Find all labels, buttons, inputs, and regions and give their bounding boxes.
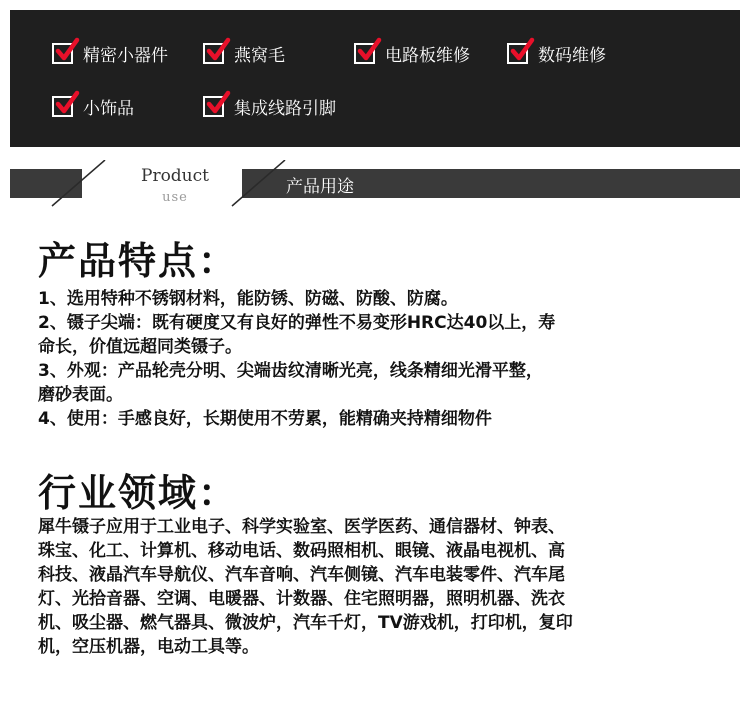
usage-item-label: 小饰品 <box>83 98 134 119</box>
features-line: 4、使用：手感良好，长期使用不劳累，能精确夹持精细物件 <box>38 409 492 429</box>
checkbox-checked-icon <box>52 43 73 64</box>
features-text <box>38 287 718 431</box>
features-line: 2、镊子尖端：既有硬度又有良好的弹性不易变形HRC达40以上，寿 <box>38 313 556 333</box>
industry-line: 机、吸尘器、燃气器具、微波炉，汽车千灯，TV游戏机，打印机，复印 <box>38 613 573 633</box>
section-title-cn: 产品用途 <box>286 177 354 197</box>
features-heading: 产品特点： <box>38 239 239 283</box>
industry-line: 灯、光拾音器、空调、电暖器、计数器、住宅照明器，照明机器、洗衣 <box>38 589 565 609</box>
usage-item <box>203 40 285 66</box>
usage-item <box>52 93 134 119</box>
section-title-en: Product <box>141 166 209 186</box>
industry-line: 机，空压机器，电动工具等。 <box>38 637 259 657</box>
section-subtitle-en: use <box>162 190 188 205</box>
features-line: 命长，价值远超同类镊子。 <box>38 337 242 357</box>
usage-item-label: 精密小器件 <box>83 45 168 66</box>
industry-line: 科技、液晶汽车导航仪、汽车音响、汽车侧镜、汽车电装零件、汽车尾 <box>38 565 565 585</box>
industry-line: 犀牛镊子应用于工业电子、科学实验室、医学医药、通信器材、钟表、 <box>38 517 565 537</box>
industry-text <box>38 515 718 659</box>
checkbox-checked-icon <box>52 96 73 117</box>
usage-item-label: 集成线路引脚 <box>234 98 336 119</box>
features-line: 磨砂表面。 <box>38 385 123 405</box>
usage-item-label: 数码维修 <box>538 45 606 66</box>
industry-heading: 行业领域： <box>38 471 239 515</box>
checkbox-checked-icon <box>354 43 375 64</box>
checkbox-checked-icon <box>507 43 528 64</box>
usage-item <box>52 40 168 66</box>
usage-item-label: 燕窝毛 <box>234 45 285 66</box>
checkbox-checked-icon <box>203 96 224 117</box>
usage-item-label: 电路板维修 <box>385 45 470 66</box>
usage-item <box>203 93 336 119</box>
industry-line: 珠宝、化工、计算机、移动电话、数码照相机、眼镜、液晶电视机、高 <box>38 541 565 561</box>
usage-panel <box>10 10 740 147</box>
checkbox-checked-icon <box>203 43 224 64</box>
usage-item <box>354 40 470 66</box>
features-line: 1、选用特种不锈钢材料，能防锈、防磁、防酸、防腐。 <box>38 289 458 309</box>
usage-item <box>507 40 606 66</box>
section-header-bar <box>10 160 740 208</box>
header-divider-lines <box>10 160 740 208</box>
features-line: 3、外观：产品轮壳分明、尖端齿纹清晰光亮，线条精细光滑平整， <box>38 361 543 381</box>
